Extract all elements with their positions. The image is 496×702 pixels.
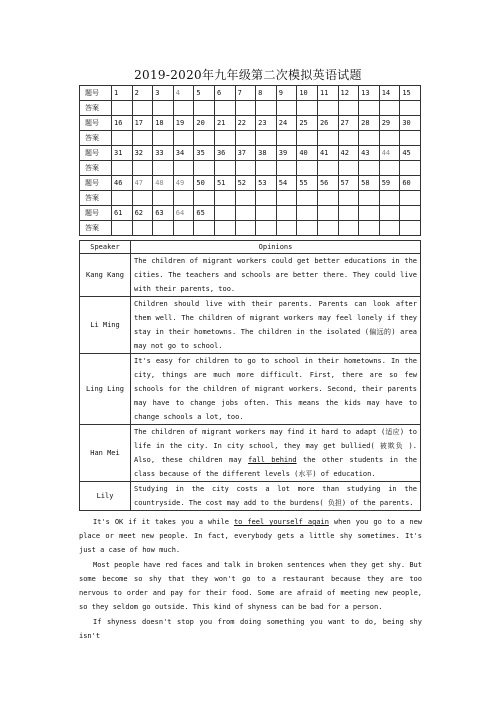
question-number-cell: 7 [235, 86, 256, 101]
answer-cell[interactable] [297, 101, 318, 116]
answer-cell[interactable] [276, 221, 297, 236]
answer-cell[interactable] [214, 191, 235, 206]
opinion-row [80, 254, 421, 297]
question-number-cell: 52 [235, 176, 256, 191]
answer-cell[interactable] [153, 161, 174, 176]
answer-cell[interactable] [297, 161, 318, 176]
answer-cell[interactable] [379, 131, 400, 146]
question-number-cell [256, 206, 277, 221]
answer-cell[interactable] [359, 101, 380, 116]
question-number-cell: 29 [379, 116, 400, 131]
answer-cell[interactable] [235, 131, 256, 146]
question-number-cell: 25 [297, 116, 318, 131]
answer-cell[interactable] [132, 161, 153, 176]
answer-cell[interactable] [132, 191, 153, 206]
question-number-cell: 54 [276, 176, 297, 191]
answer-cell[interactable] [194, 221, 215, 236]
passage-paragraph: Most people have red faces and talk in broken sentences when they get shy. But some become so shy that they won't go to a restaurant because they are too nervous to order and pay for their food. Some are afraid of meeting new people, so they seldom go outside. This kind of shyness can be bad for a person. [79, 561, 422, 611]
answer-cell[interactable] [400, 131, 421, 146]
answer-cell[interactable] [173, 161, 194, 176]
answer-cell[interactable] [132, 131, 153, 146]
answer-cell[interactable] [112, 221, 133, 236]
question-number-cell: 46 [112, 176, 133, 191]
question-label: 题号 [80, 176, 112, 191]
answer-label: 答案 [80, 191, 112, 206]
question-number-cell: 36 [214, 146, 235, 161]
opinion-row [80, 425, 421, 482]
header-opinions: Opinions [131, 241, 421, 254]
answer-cell[interactable] [112, 191, 133, 206]
answer-cell[interactable] [359, 221, 380, 236]
question-number-cell: 3 [153, 86, 174, 101]
question-number-cell [400, 206, 421, 221]
answer-cell[interactable] [256, 131, 277, 146]
question-number-cell: 47 [132, 176, 153, 191]
page-title: 2019-2020年九年级第二次模拟英语试题 [134, 68, 362, 82]
answer-row [80, 101, 421, 116]
answer-cell[interactable] [338, 161, 359, 176]
question-number-cell: 30 [400, 116, 421, 131]
question-number-cell: 12 [338, 86, 359, 101]
question-number-cell: 65 [194, 206, 215, 221]
answer-cell[interactable] [214, 221, 235, 236]
speaker-name: Li Ming [80, 297, 131, 354]
question-number-row [80, 116, 421, 131]
answer-row [80, 161, 421, 176]
question-number-cell: 24 [276, 116, 297, 131]
opinion-row [80, 482, 421, 511]
question-number-cell: 5 [194, 86, 215, 101]
question-number-cell: 60 [400, 176, 421, 191]
question-number-cell: 64 [173, 206, 194, 221]
answer-cell[interactable] [194, 161, 215, 176]
answer-cell[interactable] [194, 131, 215, 146]
question-number-cell: 44 [379, 146, 400, 161]
question-number-cell: 10 [297, 86, 318, 101]
passage-paragraph [79, 515, 422, 557]
answer-cell[interactable] [276, 101, 297, 116]
answer-cell[interactable] [256, 101, 277, 116]
question-number-cell: 19 [173, 116, 194, 131]
answer-cell[interactable] [173, 221, 194, 236]
answer-cell[interactable] [235, 101, 256, 116]
answer-cell[interactable] [359, 161, 380, 176]
question-number-cell: 53 [256, 176, 277, 191]
speaker-name: Han Mei [80, 425, 131, 482]
question-number-cell: 28 [359, 116, 380, 131]
question-number-cell: 49 [173, 176, 194, 191]
answer-cell[interactable] [256, 221, 277, 236]
question-number-cell: 41 [317, 146, 338, 161]
question-number-cell [338, 206, 359, 221]
opinion-text [131, 425, 421, 482]
answer-label: 答案 [80, 221, 112, 236]
speaker-name: Lily [80, 482, 131, 511]
answer-cell[interactable] [317, 101, 338, 116]
answer-cell[interactable] [235, 221, 256, 236]
answer-cell[interactable] [214, 161, 235, 176]
opinions-header-row [80, 241, 421, 254]
opinion-text-part: the other students in the class because of the different levels (水平) of education. [134, 456, 418, 478]
question-number-cell: 16 [112, 116, 133, 131]
answer-label: 答案 [80, 101, 112, 116]
question-number-cell: 21 [214, 116, 235, 131]
question-label: 题号 [80, 116, 112, 131]
question-number-cell: 45 [400, 146, 421, 161]
answer-cell[interactable] [400, 161, 421, 176]
question-number-cell: 32 [132, 146, 153, 161]
question-number-cell: 8 [256, 86, 277, 101]
answer-cell[interactable] [359, 191, 380, 206]
answer-cell[interactable] [276, 131, 297, 146]
speaker-name: Ling Ling [80, 354, 131, 425]
opinion-text: Children should live with their parents. Parents can look after them well. The children of migrant workers may feel lonely if they stay in their hometowns. The children in the isolated (偏远的) area may not go to school. [131, 297, 421, 354]
question-number-cell: 62 [132, 206, 153, 221]
opinions-table [79, 240, 421, 511]
answer-cell[interactable] [194, 191, 215, 206]
answer-cell[interactable] [256, 161, 277, 176]
question-number-cell: 42 [338, 146, 359, 161]
answer-grid [79, 85, 421, 236]
answer-cell[interactable] [379, 191, 400, 206]
paragraph-text: It's OK if it takes you a while [93, 518, 234, 526]
answer-cell[interactable] [379, 161, 400, 176]
answer-cell[interactable] [153, 191, 174, 206]
question-number-cell [379, 206, 400, 221]
question-number-cell: 51 [214, 176, 235, 191]
answer-cell[interactable] [276, 191, 297, 206]
answer-cell[interactable] [173, 101, 194, 116]
question-number-cell [317, 206, 338, 221]
question-number-cell: 59 [379, 176, 400, 191]
question-number-cell: 15 [400, 86, 421, 101]
question-number-cell: 61 [112, 206, 133, 221]
underlined-phrase: fall behind [248, 456, 297, 464]
question-number-cell: 50 [194, 176, 215, 191]
opinion-text: It's easy for children to go to school in their hometowns. In the city, things are much more difficult. First, there are so few schools for the children of migrant workers. Second, their parents may have to change jobs often. This means the kids may have to change schools a lot, too. [131, 354, 421, 425]
underlined-phrase: to feel yourself again [233, 518, 329, 526]
question-number-cell: 48 [153, 176, 174, 191]
opinion-text-part: The children of migrant workers may find it hard to adapt (适应) to life in the city. In city school, they may get bullied( 被欺负 ). Also, these children may [134, 428, 417, 464]
answer-cell[interactable] [400, 221, 421, 236]
answer-cell[interactable] [400, 101, 421, 116]
question-number-cell: 13 [359, 86, 380, 101]
question-number-cell [297, 206, 318, 221]
question-label: 题号 [80, 146, 112, 161]
question-number-cell: 22 [235, 116, 256, 131]
question-number-cell: 27 [338, 116, 359, 131]
question-number-cell: 40 [297, 146, 318, 161]
question-number-cell: 14 [379, 86, 400, 101]
opinion-text: The children of migrant workers could get better educations in the cities. The teachers and schools are better there. They could live with their parents, too. [131, 254, 421, 297]
question-number-cell: 23 [256, 116, 277, 131]
answer-cell[interactable] [317, 221, 338, 236]
question-number-cell: 6 [214, 86, 235, 101]
question-number-row [80, 176, 421, 191]
answer-cell[interactable] [359, 131, 380, 146]
question-label: 题号 [80, 206, 112, 221]
question-number-cell [276, 206, 297, 221]
question-number-cell: 35 [194, 146, 215, 161]
question-number-cell: 56 [317, 176, 338, 191]
answer-row [80, 191, 421, 206]
answer-cell[interactable] [132, 221, 153, 236]
question-number-cell [359, 206, 380, 221]
question-number-cell: 43 [359, 146, 380, 161]
answer-cell[interactable] [400, 191, 421, 206]
paragraph-text: when you go to a new place or meet new people. In fact, everybody gets a little shy sometimes. It's just a case of how much. [79, 518, 422, 554]
question-number-row [80, 206, 421, 221]
question-number-cell: 1 [112, 86, 133, 101]
answer-cell[interactable] [112, 131, 133, 146]
question-number-cell: 2 [132, 86, 153, 101]
answer-label: 答案 [80, 161, 112, 176]
answer-cell[interactable] [235, 191, 256, 206]
question-number-cell: 34 [173, 146, 194, 161]
answer-cell[interactable] [153, 131, 174, 146]
answer-cell[interactable] [317, 191, 338, 206]
answer-cell[interactable] [112, 101, 133, 116]
answer-cell[interactable] [214, 131, 235, 146]
question-number-cell: 63 [153, 206, 174, 221]
question-number-cell: 17 [132, 116, 153, 131]
question-number-row [80, 146, 421, 161]
answer-cell[interactable] [379, 101, 400, 116]
question-number-cell: 11 [317, 86, 338, 101]
question-number-cell: 26 [317, 116, 338, 131]
header-speaker: Speaker [80, 241, 131, 254]
question-number-cell: 57 [338, 176, 359, 191]
answer-cell[interactable] [153, 221, 174, 236]
opinion-row [80, 354, 421, 425]
answer-cell[interactable] [132, 101, 153, 116]
answer-cell[interactable] [112, 161, 133, 176]
opinion-text: Studying in the city costs a lot more than studying in the countryside. The cost may add to the burdens( 负担) of the parents. [131, 482, 421, 511]
answer-cell[interactable] [338, 191, 359, 206]
answer-label: 答案 [80, 131, 112, 146]
question-number-cell: 9 [276, 86, 297, 101]
answer-cell[interactable] [173, 191, 194, 206]
answer-row [80, 221, 421, 236]
question-number-cell: 31 [112, 146, 133, 161]
question-number-cell: 58 [359, 176, 380, 191]
speaker-name: Kang Kang [80, 254, 131, 297]
answer-cell[interactable] [235, 161, 256, 176]
passage-paragraph: If shyness doesn't stop you from doing something you want to do, being shy isn't [79, 618, 422, 640]
answer-cell[interactable] [276, 161, 297, 176]
question-number-cell: 4 [173, 86, 194, 101]
question-number-cell: 18 [153, 116, 174, 131]
answer-cell[interactable] [214, 101, 235, 116]
question-number-cell: 38 [256, 146, 277, 161]
answer-cell[interactable] [173, 131, 194, 146]
question-number-cell: 20 [194, 116, 215, 131]
answer-cell[interactable] [338, 131, 359, 146]
question-number-cell: 33 [153, 146, 174, 161]
answer-cell[interactable] [338, 221, 359, 236]
answer-row [80, 131, 421, 146]
question-number-cell [214, 206, 235, 221]
answer-cell[interactable] [317, 161, 338, 176]
question-number-cell [235, 206, 256, 221]
answer-cell[interactable] [194, 101, 215, 116]
answer-cell[interactable] [317, 131, 338, 146]
question-number-cell: 39 [276, 146, 297, 161]
question-label: 题号 [80, 86, 112, 101]
question-number-cell: 55 [297, 176, 318, 191]
answer-cell[interactable] [338, 101, 359, 116]
answer-cell[interactable] [256, 191, 277, 206]
answer-cell[interactable] [153, 101, 174, 116]
answer-cell[interactable] [297, 131, 318, 146]
answer-cell[interactable] [379, 221, 400, 236]
question-number-cell: 37 [235, 146, 256, 161]
answer-cell[interactable] [297, 191, 318, 206]
question-number-row [80, 86, 421, 101]
answer-cell[interactable] [297, 221, 318, 236]
opinion-row [80, 297, 421, 354]
